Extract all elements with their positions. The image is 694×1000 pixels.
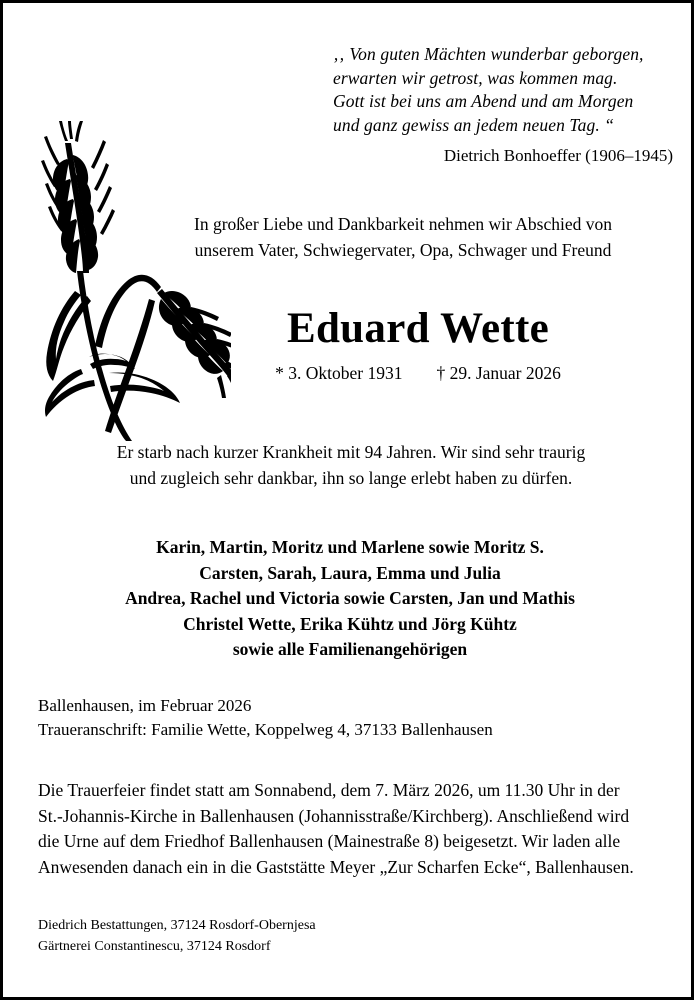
passing-line: Er starb nach kurzer Krankheit mit 94 Jahren. Wir sind sehr traurig [116, 442, 586, 462]
notice-inner [3, 3, 691, 997]
survivor-line: Andrea, Rachel und Victoria sowie Carsten, Jan und Mathis [125, 588, 575, 608]
survivor-line: Karin, Martin, Moritz und Marlene sowie Moritz S. [156, 537, 544, 557]
birth-date: * 3. Oktober 1931 [275, 363, 403, 383]
address-line: Ballenhausen, im Februar 2026 [38, 696, 252, 715]
ceremony-details [38, 778, 662, 880]
survivor-line: Carsten, Sarah, Laura, Emma und Julia [199, 562, 501, 583]
address-line: Traueranschrift: Familie Wette, Koppelweg 4, 37133 Ballenhausen [38, 720, 493, 739]
intro-line: unserem Vater, Schwiegervater, Opa, Schwager und Freund [194, 240, 612, 260]
provider-line: Gärtnerei Constantinescu, 37124 Rosdorf [38, 939, 271, 954]
quote-attribution: Dietrich Bonhoeffer (1906–1945) [443, 146, 673, 165]
deceased-dates [183, 361, 653, 385]
survivors-list [53, 535, 647, 663]
quote-line: ‚‚ Von guten Mächten wunderbar geborgen, [333, 44, 644, 64]
mourning-address [38, 694, 658, 742]
quote-line: und ganz gewiss an jedem neuen Tag. “ [333, 114, 615, 135]
wheat-ears-icon [31, 121, 231, 441]
survivor-line: sowie alle Familienangehörigen [232, 639, 468, 659]
quote-line: erwarten wir getrost, was kommen mag. [333, 67, 618, 88]
ceremony-line: Die Trauerfeier findet statt am Sonnabend, dem 7. März 2026, um 11.30 Uhr in der [38, 780, 620, 800]
quote-line: Gott ist bei uns am Abend und am Morgen [333, 91, 634, 111]
deceased-block [183, 303, 653, 385]
passing-text [63, 439, 639, 491]
ceremony-line: St.-Johannis-Kirche in Ballenhausen (Johannisstraße/Kirchberg). Anschließend wird [38, 805, 630, 826]
memorial-quote [333, 43, 673, 167]
ceremony-line: die Urne auf dem Friedhof Ballenhausen (Mainestraße 8) beigesetzt. Wir laden alle [38, 831, 621, 851]
deceased-name: Eduard Wette [286, 305, 550, 352]
service-providers [38, 915, 658, 957]
ceremony-line: Anwesenden danach ein in die Gaststätte Meyer „Zur Scharfen Ecke“, Ballenhausen. [38, 856, 634, 877]
survivor-line: Christel Wette, Erika Kühtz und Jörg Kühtz [183, 613, 517, 634]
passing-line: und zugleich sehr dankbar, ihn so lange erlebt haben zu dürfen. [129, 468, 573, 488]
intro-text [153, 211, 653, 263]
intro-line: In großer Liebe und Dankbarkeit nehmen wir Abschied von [194, 214, 612, 234]
provider-line: Diedrich Bestattungen, 37124 Rosdorf-Obernjesa [38, 918, 316, 933]
death-date: † 29. Januar 2026 [436, 363, 561, 383]
